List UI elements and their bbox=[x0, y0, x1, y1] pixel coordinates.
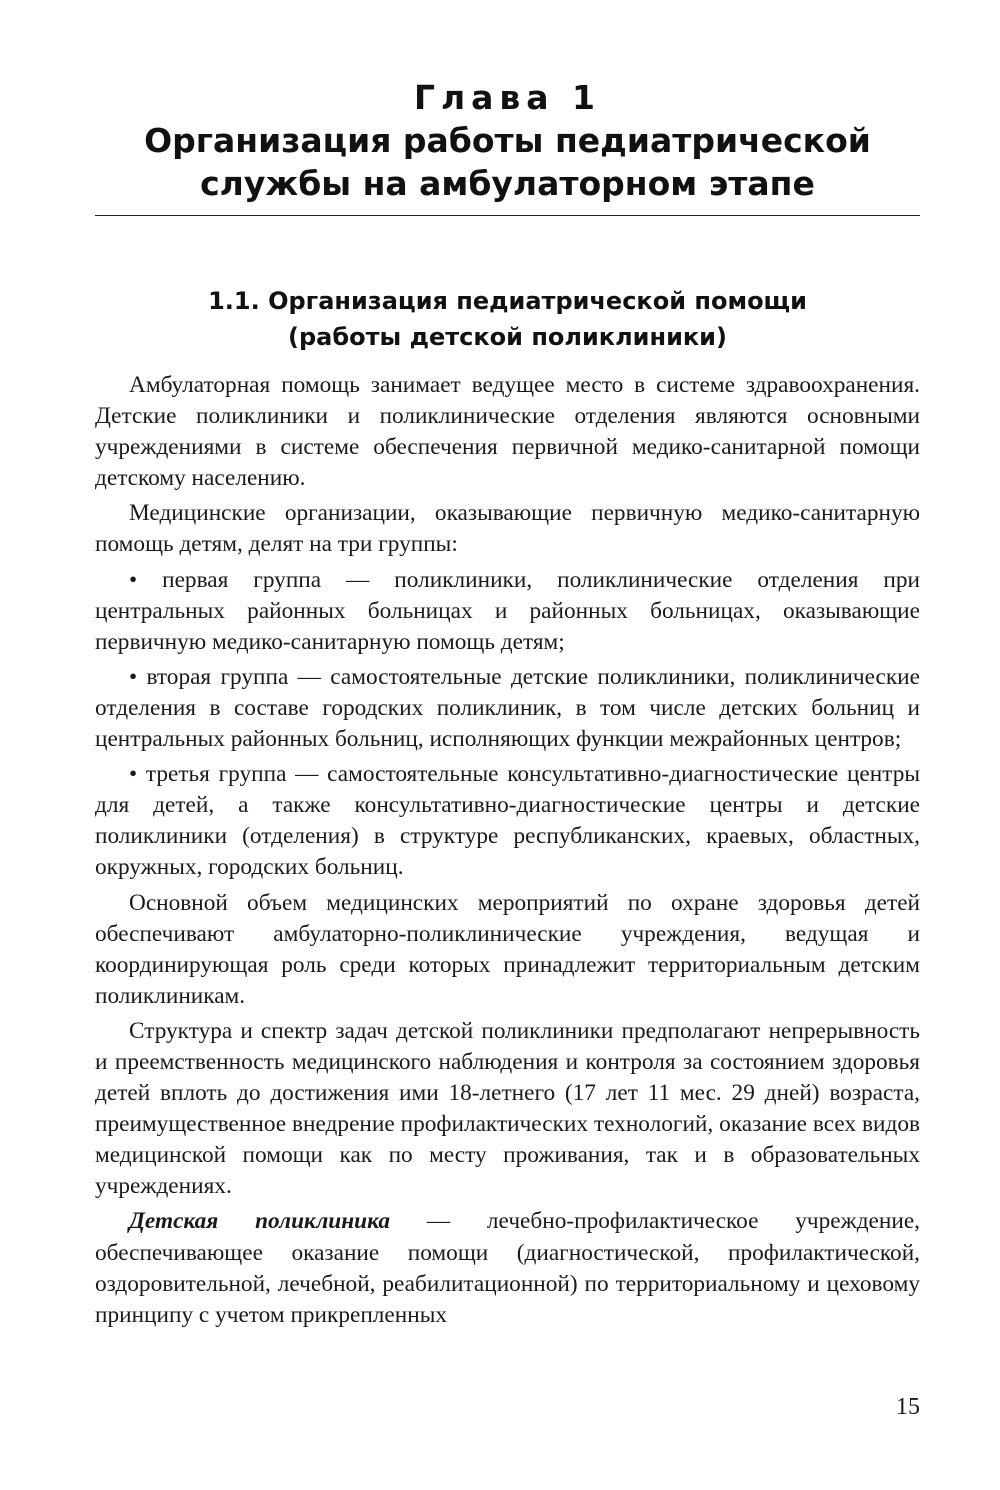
paragraph-1: Амбулаторная помощь занимает ведущее место в системе здравоохранения. Детские поликлиники и поликлинические отделения являются основными учреждениями в системе обеспечения первичной медико-санитарной помощи детскому населению. bbox=[95, 372, 920, 492]
book-page bbox=[95, 0, 920, 1490]
paragraph-2: Медицинские организации, оказывающие первичную медико-санитарную помощь детям, делят на три группы: bbox=[95, 500, 920, 558]
paragraph-4: Структура и спектр задач детской поликлиники предполагают непрерывность и преемственность медицинского наблюдения и контроля за состоянием здоровья детей вплоть до достижения ими 18-летнего (17 лет 11 мес. 29 дней) возраста, преимущественное внедрение профилактических технологий, оказание всех видов медицинской помощи как по месту проживания, так и в образовательных учреждениях. bbox=[95, 1017, 920, 1200]
bullet-item-2: • вторая группа — самостоятельные детские поликлиники, поликлинические отделения в составе городских поликлиник, в том числе детских больниц и центральных районных больниц, исполняющих функции межрайонных центров; bbox=[95, 663, 920, 753]
chapter-title-line-1: Организация работы педиатрической bbox=[144, 121, 871, 160]
section-heading bbox=[95, 283, 920, 355]
bullet-item-3: • третья группа — самостоятельные консультативно-диагностические центры для детей, а также консультативно-диагностические центры и детские поликлиники (отделения) в структуре республиканских, краевых, областных, окружных, городских больниц. bbox=[95, 761, 920, 881]
body-text bbox=[95, 370, 920, 1335]
paragraph-5 bbox=[95, 1206, 920, 1330]
paragraph-3: Основной объем медицинских мероприятий по охране здоровья детей обеспечивают амбулаторно-поликлинические учреждения, ведущая и координирующая роль среди которых принадлежит территориальным детским поликлиникам. bbox=[95, 889, 920, 1009]
definition-text: — лечебно-профилактическое учреждение, обеспечивающее оказание помощи (диагностической, профилактической, оздоровительной, лечебной, реабилитационной) по территориальному и цеховому принципу с учетом прикрепленных bbox=[95, 1208, 920, 1328]
defined-term: Детская поликлиника bbox=[129, 1208, 390, 1235]
chapter-divider bbox=[95, 215, 920, 216]
section-title-line-2: (работы детской поликлиники) bbox=[288, 323, 727, 351]
chapter-heading bbox=[95, 76, 920, 205]
chapter-label: Глава 1 bbox=[413, 78, 602, 117]
chapter-title-line-2: службы на амбулаторном этапе bbox=[200, 164, 815, 203]
section-title-line-1: 1.1. Организация педиатрической помощи bbox=[208, 287, 807, 315]
bullet-item-1: • первая группа — поликлиники, поликлинические отделения при центральных районных больницах и районных больницах, оказывающие первичную медико-санитарную помощь детям; bbox=[95, 566, 920, 655]
page-number: 15 bbox=[896, 1394, 920, 1420]
